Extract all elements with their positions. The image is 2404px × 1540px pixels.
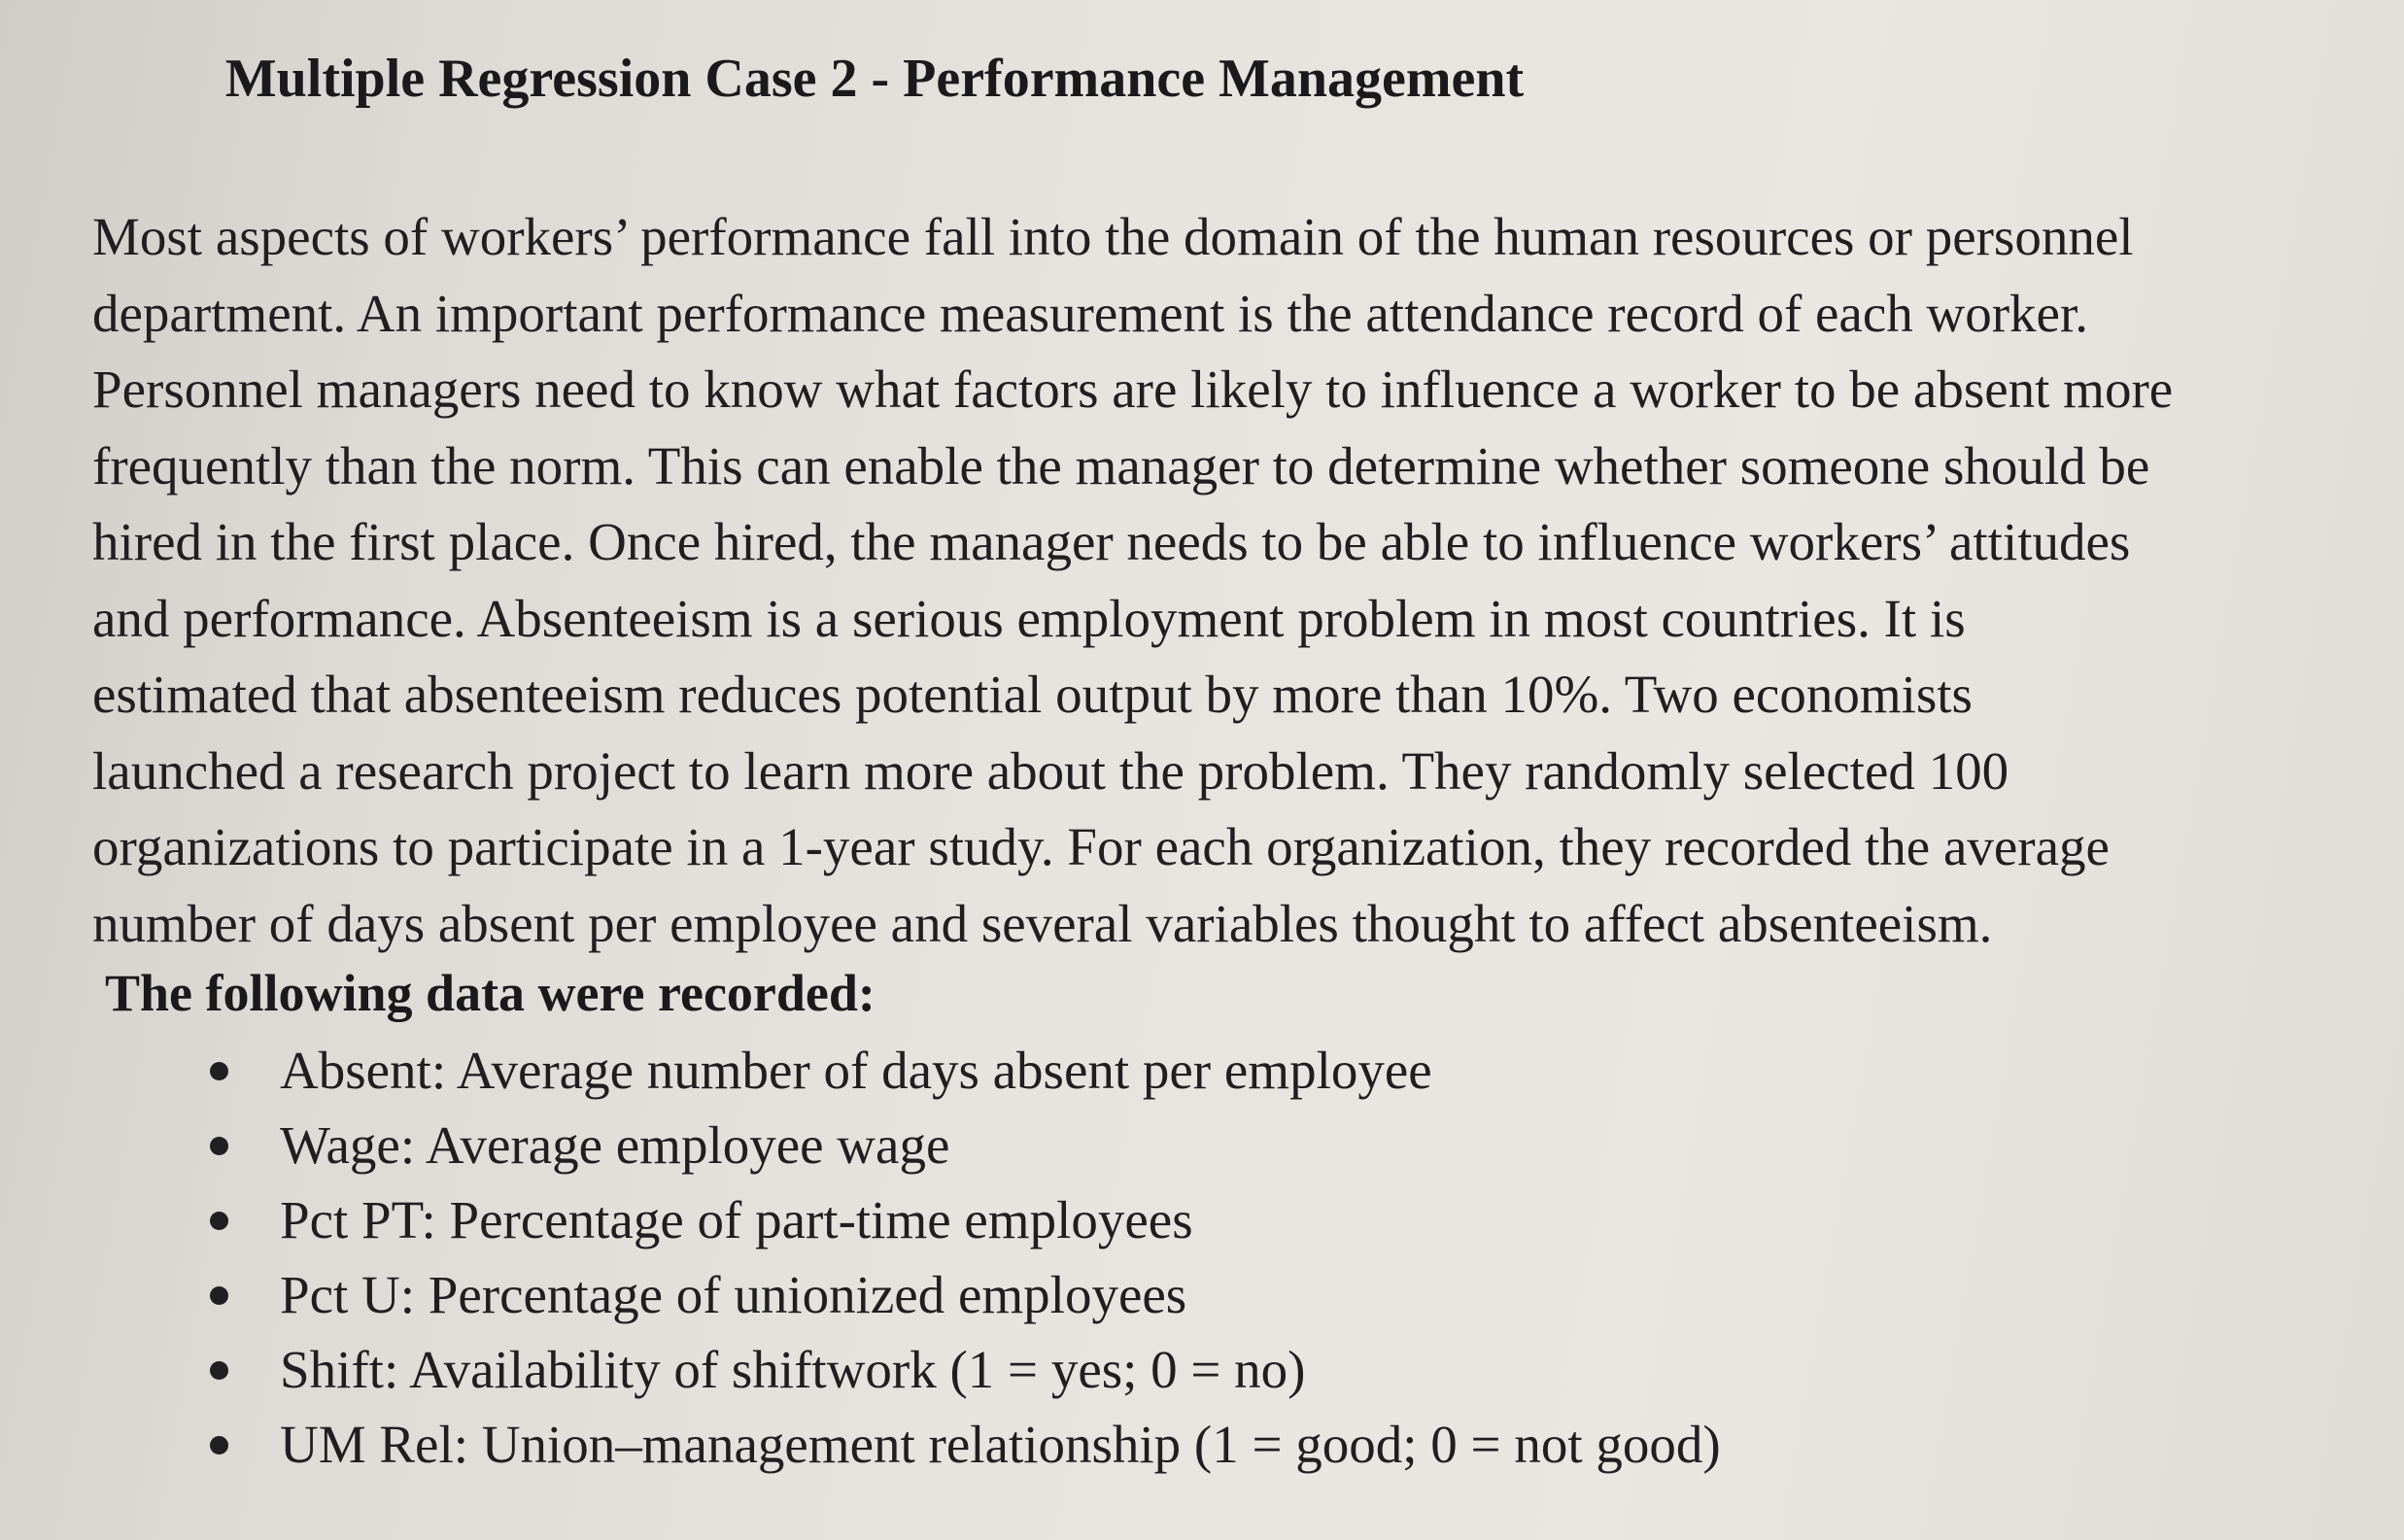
paragraph-line: hired in the first place. Once hired, the manager needs to be able to influence workers’ attitudes — [92, 512, 2131, 571]
paragraph-line: organizations to participate in a 1-year study. For each organization, they recorded the average — [92, 817, 2110, 876]
paragraph-line: and performance. Absenteeism is a serious employment problem in most countries. It is — [92, 588, 1966, 648]
list-item — [194, 1108, 1721, 1182]
variable-text: Absent: Average number of days absent per employee — [280, 1041, 1432, 1100]
bullet-icon — [210, 1137, 228, 1155]
bullet-icon — [210, 1062, 228, 1080]
list-item — [194, 1033, 1721, 1108]
paragraph-line: estimated that absenteeism reduces potential output by more than 10%. Two economists — [92, 665, 1973, 724]
paragraph-line: Personnel managers need to know what factors are likely to influence a worker to be absent more — [92, 359, 2174, 419]
list-item — [194, 1407, 1721, 1482]
list-item — [194, 1257, 1721, 1332]
data-heading: The following data were recorded: — [105, 964, 876, 1022]
case-paragraph — [92, 199, 2347, 962]
paragraph-line: Most aspects of workers’ performance fall into the domain of the human resources or personnel — [92, 207, 2134, 266]
bullet-icon — [210, 1436, 228, 1454]
bullet-icon — [210, 1212, 228, 1230]
variable-text: Pct U: Percentage of unionized employees — [280, 1265, 1187, 1324]
list-item — [194, 1182, 1721, 1257]
paragraph-line: launched a research project to learn more about the problem. They randomly selected 100 — [92, 740, 2009, 801]
variable-list — [194, 1033, 1721, 1482]
paragraph-line: frequently than the norm. This can enable the manager to determine whether someone should be — [92, 435, 2150, 496]
variable-text: Shift: Availability of shiftwork (1 = yes; 0 = no) — [280, 1340, 1306, 1399]
bullet-icon — [210, 1286, 228, 1305]
variable-text: Pct PT: Percentage of part-time employees — [280, 1190, 1193, 1249]
variable-text: UM Rel: Union–management relationship (1 = good; 0 = not good) — [280, 1415, 1721, 1474]
bullet-icon — [210, 1361, 228, 1380]
paragraph-line: department. An important performance measurement is the attendance record of each worker. — [92, 283, 2088, 343]
list-item — [194, 1332, 1721, 1407]
variable-text: Wage: Average employee wage — [280, 1115, 950, 1175]
page-title: Multiple Regression Case 2 - Performance Management — [224, 49, 1525, 109]
paragraph-line: number of days absent per employee and several variables thought to affect absenteeism. — [92, 893, 1993, 953]
